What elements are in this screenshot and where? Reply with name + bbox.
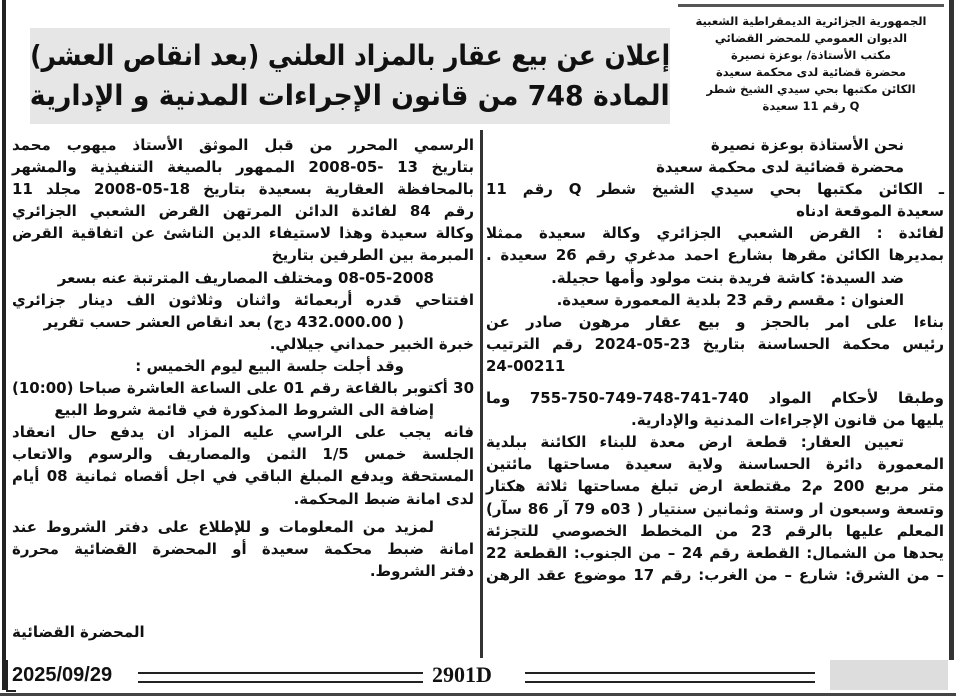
text-line: العنوان : مقسم رقم 23 بلدية المعمورة سعيدة. [556,290,904,309]
text-line: متر مربع 200 م2 مقتطعة ارض تبلغ مساحتها ثلاثة هكتار [486,477,945,496]
header-line: الجمهورية الجزائرية الديمقراطية الشعبية [695,14,927,28]
text-line: تعيين العقار: قطعة ارض معدة للبناء الكائنة ببلدية [486,433,904,452]
text-line: افتتاحي قدره أربعمائة واثنان وثلاثون الف دينار جزائري [12,290,474,309]
footer-rule [525,672,815,683]
text-line: بمديرها الكائن مقرها بشارع احمد مدغري رقم 26 سعيدة . [486,246,944,265]
text-line: لمزيد من المعلومات و للإطلاع على دفتر الشروط عند [12,517,434,536]
text-line: رقم 84 لفائدة الدائن المرتهن القرض الشعبي الجزائري [12,202,474,221]
text-line: المبرمة بين الطرفين بتاريخ [271,246,474,265]
text-line: لفائدة : القرض الشعبي الجزائري وكالة سعيدة ممثلا [486,224,944,243]
text-line: الرسمي المحرر من قبل الموثق الأستاذ ميهوب محمد [12,136,474,154]
text-line: وتسعة وسبعون ار وستة وثمانين سنتيار ( 03ه 79 آر 86 سآر) [486,499,944,518]
text-line: المستحقة ويدفع المبلغ الباقي في اجل أقصاه ثمانية 08 أيام [12,467,474,486]
text-line: دفتر الشروط. [369,561,474,580]
text-line: ضد السيدة: كاشة فريدة بنت مولود وأمها حجيلة. [551,268,904,287]
title-line-2: المادة 748 من قانون الإجراءات المدنية و الإدارية [30,79,670,112]
header-line: مكتب الأستاذة/ بوعزة نصيرة [730,48,892,62]
text-line: ( 432.000.00 دج) بعد انقاص العشر حسب تقرير [43,312,404,331]
text-line: الجلسة خمس 1/5 الثمن والمصاريف والرسوم والاتعاب [12,445,474,464]
text-line: بناءا على امر بالحجز و بيع عقار مرهون صادر عن [486,312,944,331]
text-line: رئيس محكمة الحساسنة بتاريخ 23-05-2024 رقم الترتيب [486,334,945,353]
header-line: محضرة قضائية لدى محكمة سعيدة [715,65,907,79]
signature: المحضرة القضائية [12,623,145,641]
text-line: وكالة سعيدة وهذا لاستيفاء الدين الناشئ عن اتفاقية القرض [12,224,474,243]
title-line-1: إعلان عن بيع عقار بالمزاد العلني (بعد انقاص العشر) [30,39,670,72]
text-line: 08-05-2008 ومختلف المصاريف المترتبة عنه بسعر [57,268,434,287]
right-column [486,134,944,586]
page-border-right [949,0,954,660]
issue-number: 2901D [432,662,492,687]
footer-rule [138,672,423,683]
text-line: يحدها من الشمال: القطعة رقم 24 – من الجنوب: القطعة 22 [486,543,944,562]
column-divider [480,130,483,658]
spacer [486,377,944,387]
text-line: محضرة قضائية لدى محكمة سعيدة [656,158,904,177]
newspaper-logo [830,660,948,690]
text-line: 30 أكتوبر بالقاعة رقم 01 على الساعة العاشرة صباحا (10:00) [12,379,475,398]
text-line: ـ الكائن مكتبها بحي سيدي الشيخ شطر Q رقم 11 [486,180,944,199]
text-line: سعيدة الموقعة ادناه [796,202,944,221]
header-line: الكائن مكتبها بحي سيدي الشيخ شطر [706,82,916,96]
text-line: نحن الأستاذة بوعزة نصيرة [710,136,904,154]
text-line: خبرة الخبير حمداني جيلالي. [269,334,474,353]
text-line: يليها من قانون الإجراءات المدنية والإدارية. [631,411,944,430]
text-line: امانة ضبط محكمة سعيدة أو المحضرة القضائية محررة [12,539,474,558]
header-line: الديوان العمومي للمحضر القضائي [714,31,908,45]
text-line: إضافة الى الشروط المذكورة في قائمة شروط البيع [54,401,434,420]
text-line: فانه يجب على الراسي عليه المزاد ان يدفع حال انعقاد [12,423,474,442]
text-line: وطبقا لأحكام المواد 740-741-748-749-750-755 وما [486,389,945,408]
text-line: المعلم عليها بالرقم 23 من المخطط الخصوصي للتجزئة [486,521,944,540]
page-border-left [2,0,6,690]
text-line: – من الشرق: شارع – من الغرب: رقم 17 موضوع عقد الرهن [486,565,944,584]
text-line: 24-00211 [486,356,566,375]
text-line: بتاريخ 13 -05-2008 الممهور بالصيغة التنفيذية والمشهر [12,158,474,177]
sale-date-heading: وقد أجلت جلسة البيع ليوم الخميس : [135,356,404,375]
text-line: المعمورة دائرة الحساسنة ولاية سعيدة مساحتها مائتين [486,455,944,474]
header-line: Q رقم 11 سعيدة [762,99,860,113]
left-column [12,134,474,582]
text-line: بالمحافظة العقارية بسعيدة بتاريخ 18-05-2008 مجلد 11 [12,180,474,199]
publication-date: 2025/09/29 [12,664,113,686]
text-line: لدى امانة ضبط المحكمة. [293,489,474,508]
issuer-header [678,4,944,126]
notice-title [30,28,670,124]
